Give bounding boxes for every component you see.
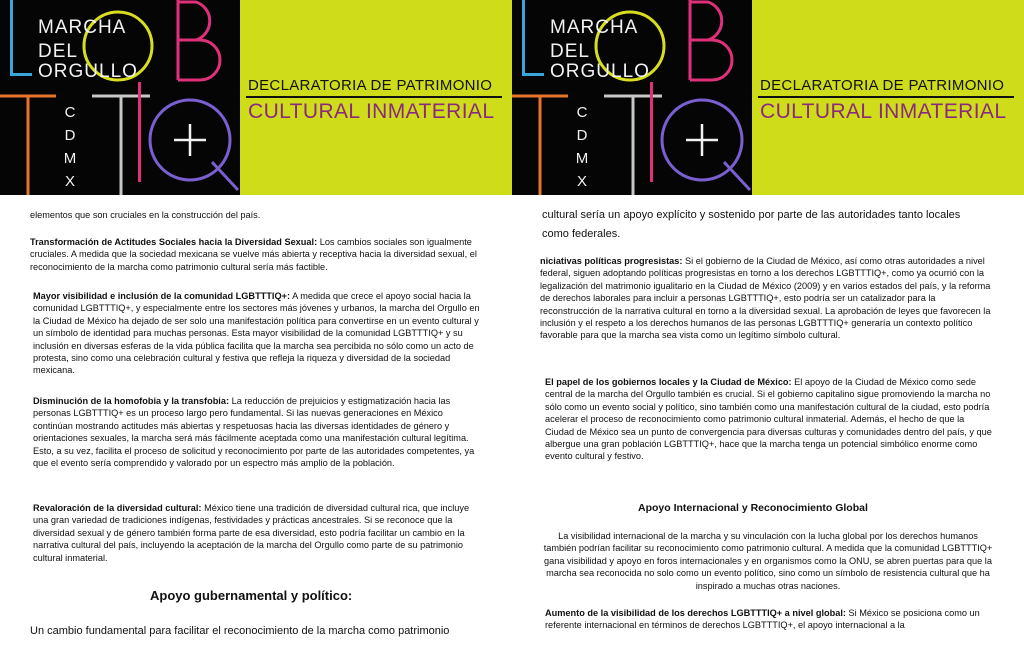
logo-word-orgullo: ORGULLO xyxy=(550,61,650,82)
paragraph: cultural sería un apoyo explícito y sostenido por parte de las autoridades tanto locales como federales. xyxy=(542,209,961,240)
logo-letter: X xyxy=(576,173,587,190)
paragraph-body: Los cambios sociales son igualmente cruciales. A medida que la sociedad mexicana se vuelve más abierta y receptiva hacia la diversidad sexual, el reconocimiento de la marcha como patrimonio cultural sería más factible. xyxy=(30,237,477,272)
paragraph xyxy=(30,502,482,564)
header-banner xyxy=(0,0,512,195)
header-banner xyxy=(512,0,1024,195)
paragraph xyxy=(30,395,482,469)
section-heading: Apoyo gubernamental y político: xyxy=(150,588,353,603)
paragraph-body: México tiene una tradición de diversidad cultural rica, que incluye una gran variedad de tradiciones indígenas, festividades y prácticas ancestrales. Si se reconoce que la diversidad sexual y de género también forma parte de esa diversidad, esto podría facilitar un cambio en la narrativa cultural del país, incluyendo la aceptación de la marcha del Orgullo como parte de su patrimonio cultural inmaterial. xyxy=(33,503,470,563)
declaration-line-1: DECLARATORIA DE PATRIMONIO xyxy=(248,77,493,94)
declaration-line-2: CULTURAL INMATERIAL xyxy=(760,100,1007,123)
paragraph-heading: Transformación de Actitudes Sociales hacia la Diversidad Sexual: xyxy=(30,237,318,247)
logo-letter: M xyxy=(63,150,77,167)
logo-letter: C xyxy=(576,104,588,121)
logo-letter: D xyxy=(64,127,76,144)
paragraph xyxy=(542,376,994,463)
paragraph-body: La reducción de prejuicios y estigmatización hacia las personas LGBTTTIQ+ es un proceso largo pero fundamental. Si las nuevas generaciones en México continúan mostrando actitudes más abiertas y respetuosas hacia las diversas identidades de género y orientaciones sexuales, la marcha será más fácilmente aceptada como una manifestación cultural legítima. Esto, a su vez, facilita el proceso de solicitud y reconocimiento por parte de las autoridades competentes, ya que el evento sería comprendido y valorado por un espectro más amplio de la población. xyxy=(33,396,475,469)
paragraph-heading: Revaloración de la diversidad cultural: xyxy=(33,503,202,513)
paragraph-heading: Mayor visibilidad e inclusión de la comunidad LGBTTTIQ+: xyxy=(33,291,291,301)
divider xyxy=(758,96,1014,98)
paragraph-heading: El papel de los gobiernos locales y la Ciudad de México: xyxy=(545,377,792,387)
paragraph-heading: Disminución de la homofobia y la transfobia: xyxy=(33,396,230,406)
divider xyxy=(246,96,502,98)
declaration-line-2: CULTURAL INMATERIAL xyxy=(248,100,495,123)
logo-word-marcha: MARCHA xyxy=(550,17,639,38)
paragraph xyxy=(542,607,994,632)
section-heading: Apoyo Internacional y Reconocimiento Global xyxy=(638,502,868,514)
logo-word-del: DEL xyxy=(38,41,78,62)
logo-word-orgullo: ORGULLO xyxy=(38,61,138,82)
paragraph-body: Si el gobierno de la Ciudad de México, así como otras autoridades a nivel federal, siguen adoptando políticas progresistas en torno a los derechos LGBTTTIQ+, como ya ocurrió con la legalización del matrimonio igualitario en la Ciudad de México (2009) y en varios estados del país, y la reforma de derechos laborales para incluir a personas LGBTTTIQ+, esto podría ser un catalizador para la reconstrucción de la narrativa cultural en torno a la diversidad sexual. La aprobación de leyes que favorecen la inclusión y el respeto a los derechos humanos de las personas LGBTTTIQ+ generaría un contexto político favorable para que la marcha sea vista como un legítimo símbolo cultural. xyxy=(540,256,991,341)
logo-block xyxy=(512,0,752,195)
paragraph-heading: niciativas políticas progresistas: xyxy=(540,256,683,266)
paragraph: La visibilidad internacional de la marcha y su vinculación con la lucha global por los derechos humanos también podrían facilitar su reconocimiento como patrimonio cultural. A medida que la comunidad LGBTTTIQ+ gana visibilidad y apoyo en foros internacionales y en organismos como la ONU, se abren puertas para que la marcha sea reconocida no solo como un evento político, sino como un símbolo de resistencia cultural que ha inspirado a muchas otras naciones. xyxy=(543,531,993,591)
paragraph xyxy=(30,236,482,273)
logo-word-marcha: MARCHA xyxy=(38,17,127,38)
logo-word-del: DEL xyxy=(550,41,590,62)
declaration-line-1: DECLARATORIA DE PATRIMONIO xyxy=(760,77,1005,94)
paragraph-heading: Aumento de la visibilidad de los derechos LGBTTTIQ+ a nivel global: xyxy=(545,608,846,618)
logo-letter: X xyxy=(64,173,75,190)
paragraph-body: El apoyo de la Ciudad de México como sede central de la marcha del Orgullo también es crucial. Si el gobierno capitalino sigue promoviendo la marcha no sólo como un evento social y político, sino también como una manifestación cultural de la ciudad, esto podría acelerar el proceso de reconocimiento como patrimonio cultural inmaterial. Además, el hecho de que la Ciudad de México sea un punto de convergencia para diversas culturas y comunidades dentro del país, y que albergue una gran población LGBTTTIQ+, hace que la marcha tenga un potencial simbólico enorme como evento cultural y festivo. xyxy=(545,377,992,462)
logo-block xyxy=(0,0,240,195)
paragraph xyxy=(30,290,482,377)
logo-letter: M xyxy=(575,150,589,167)
paragraph: Un cambio fundamental para facilitar el reconocimiento de la marcha como patrimonio xyxy=(30,625,450,637)
right-page xyxy=(512,0,1024,663)
paragraph-body: A medida que crece el apoyo social hacia la comunidad LGBTTTIQ+, y especialmente entre los sectores más jóvenes y urbanos, la marcha del Orgullo en la Ciudad de México ha dejado de ser solo una manifestación política para convertirse en un evento cultural y un símbolo de identidad para muchas personas. Esta mayor visibilidad de la comunidad LGBTTTIQ+ y su inclusión en diversas esferas de la vida pública facilita que la marcha sea percibida no sólo como un acto de protesta, sino como una celebración cultural y festiva que refleja la riqueza y diversidad de la sociedad mexicana. xyxy=(33,291,480,376)
paragraph: elementos que son cruciales en la construcción del país. xyxy=(30,210,261,220)
logo-letter: C xyxy=(64,104,76,121)
paragraph-body: Si México se posiciona como un referente internacional en términos de derechos LGBTTTIQ+, el apoyo internacional a la xyxy=(545,608,980,631)
paragraph xyxy=(540,255,995,342)
logo-letter: D xyxy=(576,127,588,144)
